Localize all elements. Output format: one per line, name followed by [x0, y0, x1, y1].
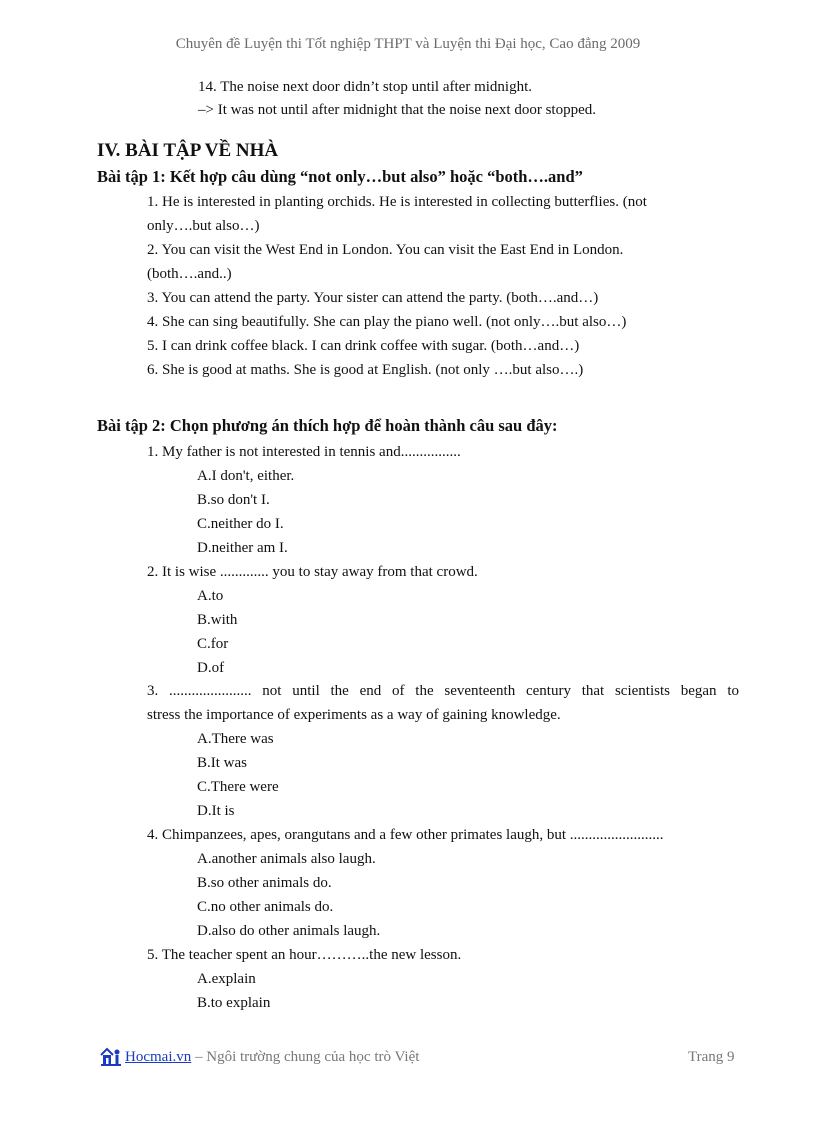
ex2-q2-option-c: C.for: [197, 636, 229, 652]
ex2-q3-option-c: C.There were: [197, 779, 279, 795]
ex2-q4-option-b: B.so other animals do.: [197, 875, 332, 891]
ex2-q5-option-a: A.explain: [197, 971, 256, 987]
ex1-item-4: 4. She can sing beautifully. She can play the piano well. (not only….but also…): [147, 314, 627, 330]
exercise-2-title: Bài tập 2: Chọn phương án thích hợp để hoàn thành câu sau đây:: [97, 416, 558, 435]
ex2-question-2: 2. It is wise ............. you to stay away from that crowd.: [147, 564, 478, 580]
ex2-q3-option-a: A.There was: [197, 731, 274, 747]
section-title: IV. BÀI TẬP VỀ NHÀ: [97, 140, 279, 161]
ex2-q1-option-c: C.neither do I.: [197, 516, 284, 532]
ex2-q4-option-d: D.also do other animals laugh.: [197, 923, 381, 939]
ex2-q1-option-b: B.so don't I.: [197, 492, 270, 508]
ex2-question-3-line-2: stress the importance of experiments as a way of gaining knowledge.: [147, 707, 561, 723]
q14-text: 14. The noise next door didn’t stop until after midnight.: [198, 79, 532, 95]
ex2-q5-option-b: B.to explain: [197, 995, 271, 1011]
ex2-q3-option-b: B.It was: [197, 755, 247, 771]
footer-left: [125, 1049, 419, 1066]
ex2-q2-option-a: A.to: [197, 588, 224, 604]
ex1-item-5: 5. I can drink coffee black. I can drink coffee with sugar. (both…and…): [147, 338, 580, 354]
ex2-q1-option-a: A.I don't, either.: [197, 468, 295, 484]
ex2-question-5: 5. The teacher spent an hour………..the new lesson.: [147, 947, 462, 963]
page-number: Trang 9: [688, 1049, 735, 1065]
ex1-item-6: 6. She is good at maths. She is good at English. (not only ….but also….): [147, 362, 584, 378]
ex2-q2-option-d: D.of: [197, 660, 225, 676]
ex2-q2-option-b: B.with: [197, 612, 238, 628]
ex2-q3-option-d: D.It is: [197, 803, 235, 819]
ex1-item-2a: 2. You can visit the West End in London. You can visit the East End in London.: [147, 242, 624, 258]
hocmai-logo-icon: [99, 1046, 123, 1066]
ex1-item-1a: 1. He is interested in planting orchids. He is interested in collecting butterflies. (not: [147, 194, 647, 210]
ex2-q4-option-a: A.another animals also laugh.: [197, 851, 376, 867]
footer-slogan: – Ngôi trường chung của học trò Việt: [191, 1049, 420, 1065]
hocmai-link[interactable]: Hocmai.vn: [125, 1049, 192, 1065]
ex2-question-3-line-1: 3. ...................... not until the end of the seventeenth century that scientists began to: [147, 683, 739, 699]
ex2-q1-option-d: D.neither am I.: [197, 540, 288, 556]
ex1-item-2b: (both….and..): [147, 266, 232, 282]
ex1-item-3: 3. You can attend the party. Your sister can attend the party. (both….and…): [147, 290, 599, 306]
a14-text: –> It was not until after midnight that the noise next door stopped.: [198, 102, 596, 118]
ex2-q4-option-c: C.no other animals do.: [197, 899, 334, 915]
ex2-question-4: 4. Chimpanzees, apes, orangutans and a few other primates laugh, but .........................: [147, 827, 664, 843]
ex1-item-1b: only….but also…): [147, 218, 260, 234]
running-header: Chuyên đề Luyện thi Tốt nghiệp THPT và Luyện thi Đại học, Cao đẳng 2009: [175, 36, 641, 52]
exercise-1-title: Bài tập 1: Kết hợp câu dùng “not only…but also” hoặc “both….and”: [97, 167, 583, 186]
ex2-question-1: 1. My father is not interested in tennis and................: [147, 444, 461, 460]
